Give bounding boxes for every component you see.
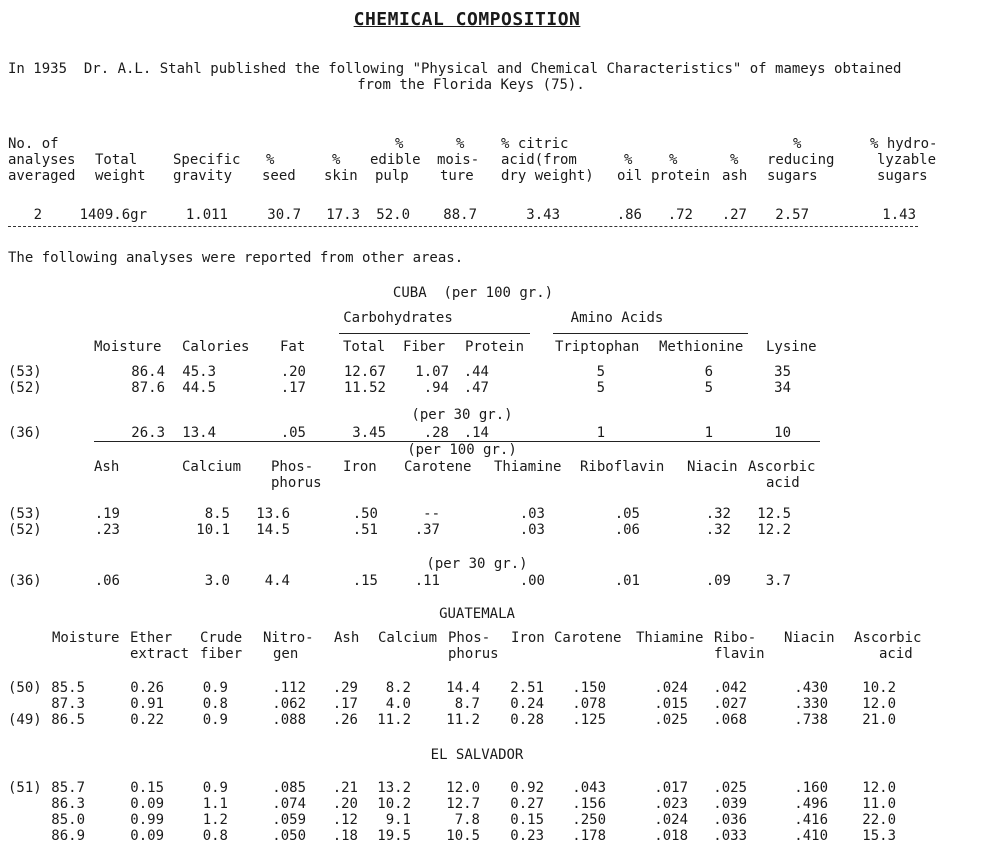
ref-number: (53) — [8, 364, 42, 380]
el-salvador-cell-niacin: .416 — [794, 812, 828, 828]
cuba-cell-iron: .50 — [352, 506, 378, 522]
el-salvador-cell-calcium: 9.1 — [385, 812, 411, 828]
stahl-header-moisture: % — [456, 136, 465, 152]
guatemala-cell-iron: 2.51 — [510, 680, 544, 696]
el-salvador-cell-carotene: .156 — [572, 796, 606, 812]
stahl-header-skin: skin — [324, 168, 358, 184]
stahl-value-weight: 1409.6gr — [79, 207, 147, 223]
guatemala-header-crude: Crude — [200, 630, 243, 646]
guatemala-cell-iron: 0.24 — [510, 696, 544, 712]
el-salvador-cell-ether: 0.99 — [130, 812, 164, 828]
cuba-cell-thiamine: .03 — [519, 522, 545, 538]
stahl-value-ash: .27 — [721, 207, 747, 223]
cuba-cell-calcium: 3.0 — [204, 573, 230, 589]
guatemala-header-calcium: Calcium — [378, 630, 438, 646]
el-salvador-cell-niacin: .160 — [794, 780, 828, 796]
cuba-cell-carotene: .37 — [414, 522, 440, 538]
guatemala-title: GUATEMALA — [439, 606, 515, 622]
stahl-value-seed: 30.7 — [267, 207, 301, 223]
cuba-header-calcium: Calcium — [182, 459, 242, 475]
el-salvador-cell-thiamine: .018 — [654, 828, 688, 844]
guatemala-cell-ribo: .042 — [713, 680, 747, 696]
stahl-header-seed: % — [266, 152, 275, 168]
cuba-header-protein: Protein — [465, 339, 525, 355]
guatemala-cell-carotene: .150 — [572, 680, 606, 696]
stahl-value-gravity: 1.011 — [185, 207, 228, 223]
stahl-header-pulp: pulp — [375, 168, 409, 184]
stahl-header-reducing: reducing — [767, 152, 835, 168]
stahl-header-hydro: lyzable — [877, 152, 937, 168]
cuba-header-triptophan: Triptophan — [555, 339, 640, 355]
guatemala-cell-ribo: .027 — [713, 696, 747, 712]
guatemala-header-ether: Ether — [130, 630, 173, 646]
cuba-cell-phos: 14.5 — [256, 522, 290, 538]
per-30-label: (per 30 gr.) — [411, 407, 513, 423]
stahl-value-reducing: 2.57 — [775, 207, 809, 223]
el-salvador-cell-ascorbic: 12.0 — [862, 780, 896, 796]
carbohydrates-rule — [339, 333, 530, 334]
ref-number: (53) — [8, 506, 42, 522]
stahl-header-analyses: No. of — [8, 136, 59, 152]
stahl-header-reducing: % — [793, 136, 802, 152]
intro-text: from the Florida Keys (75). — [357, 77, 585, 93]
el-salvador-cell-thiamine: .024 — [654, 812, 688, 828]
cuba-cell-fat: .17 — [280, 380, 306, 396]
cuba-header-lysine: Lysine — [766, 339, 817, 355]
guatemala-cell-iron: 0.28 — [510, 712, 544, 728]
cuba-header-niacin: Niacin — [687, 459, 738, 475]
el-salvador-cell-iron: 0.92 — [510, 780, 544, 796]
ref-number: (52) — [8, 380, 42, 396]
stahl-header-pulp: % — [395, 136, 404, 152]
cuba-cell-ascorbic: 12.2 — [757, 522, 791, 538]
cuba-header-ascorbic: acid — [766, 475, 800, 491]
el-salvador-cell-calcium: 13.2 — [377, 780, 411, 796]
guatemala-cell-carotene: .125 — [572, 712, 606, 728]
cuba-cell-lysine: 34 — [774, 380, 791, 396]
el-salvador-cell-crude: 1.2 — [202, 812, 228, 828]
stahl-header-citric: dry weight) — [501, 168, 594, 184]
guatemala-cell-crude: 0.9 — [202, 712, 228, 728]
guatemala-cell-phos: 8.7 — [454, 696, 480, 712]
cuba-cell-niacin: .32 — [705, 506, 731, 522]
guatemala-cell-ash: .26 — [332, 712, 358, 728]
cuba-cell-ash: .23 — [94, 522, 120, 538]
el-salvador-cell-niacin: .496 — [794, 796, 828, 812]
guatemala-cell-ascorbic: 10.2 — [862, 680, 896, 696]
stahl-value-skin: 17.3 — [326, 207, 360, 223]
guatemala-cell-niacin: .430 — [794, 680, 828, 696]
stahl-header-gravity: gravity — [173, 168, 233, 184]
el-salvador-cell-ribo: .025 — [713, 780, 747, 796]
amino-acids-rule — [553, 333, 748, 334]
guatemala-header-ascorbic: acid — [879, 646, 913, 662]
cuba-cell-lysine: 10 — [774, 425, 791, 441]
stahl-value-pulp: 52.0 — [376, 207, 410, 223]
guatemala-header-moisture: Moisture — [52, 630, 120, 646]
guatemala-cell-calcium: 4.0 — [385, 696, 411, 712]
guatemala-cell-moisture: 86.5 — [51, 712, 85, 728]
ref-number: (36) — [8, 573, 42, 589]
cuba-cell-calories: 45.3 — [182, 364, 216, 380]
stahl-dashed-rule — [8, 226, 918, 227]
amino-acids-label: Amino Acids — [570, 310, 664, 326]
el-salvador-cell-thiamine: .023 — [654, 796, 688, 812]
cuba-cell-niacin: .09 — [705, 573, 731, 589]
carbohydrates-label: Carbohydrates — [343, 310, 453, 326]
el-salvador-cell-nitro: .050 — [272, 828, 306, 844]
guatemala-cell-thiamine: .015 — [654, 696, 688, 712]
stahl-header-skin: % — [332, 152, 341, 168]
el-salvador-cell-moisture: 86.3 — [51, 796, 85, 812]
el-salvador-cell-ether: 0.15 — [130, 780, 164, 796]
guatemala-cell-ether: 0.22 — [130, 712, 164, 728]
intro-text: In 1935 Dr. A.L. Stahl published the following "Physical and Chemical Characteristics" of mameys obtained — [8, 61, 902, 77]
cuba-cell-fiber: .94 — [423, 380, 449, 396]
guatemala-header-ascorbic: Ascorbic — [854, 630, 922, 646]
ref-number: (49) — [8, 712, 42, 728]
cuba-cell-fat: .05 — [280, 425, 306, 441]
cuba-header-phos: phorus — [271, 475, 322, 491]
el-salvador-cell-ascorbic: 22.0 — [862, 812, 896, 828]
cuba-cell-iron: .15 — [352, 573, 378, 589]
stahl-value-analyses: 2 — [33, 207, 42, 223]
cuba-cell-ascorbic: 3.7 — [765, 573, 791, 589]
guatemala-cell-phos: 11.2 — [446, 712, 480, 728]
stahl-header-moisture: ture — [440, 168, 474, 184]
guatemala-cell-phos: 14.4 — [446, 680, 480, 696]
el-salvador-cell-phos: 7.8 — [454, 812, 480, 828]
stahl-header-protein: protein — [651, 168, 711, 184]
stahl-value-moisture: 88.7 — [443, 207, 477, 223]
el-salvador-cell-ash: .18 — [332, 828, 358, 844]
el-salvador-cell-nitro: .074 — [272, 796, 306, 812]
stahl-header-protein: % — [669, 152, 678, 168]
ref-number: (50) — [8, 680, 42, 696]
stahl-header-hydro: % hydro- — [870, 136, 938, 152]
cuba-cell-methionine: 1 — [704, 425, 713, 441]
stahl-value-hydro: 1.43 — [882, 207, 916, 223]
per-100-label: (per 100 gr.) — [407, 442, 517, 458]
guatemala-header-nitro: Nitro- — [263, 630, 314, 646]
guatemala-cell-moisture: 85.5 — [51, 680, 85, 696]
cuba-header-phos: Phos- — [271, 459, 314, 475]
el-salvador-cell-ash: .21 — [332, 780, 358, 796]
stahl-value-citric: 3.43 — [526, 207, 560, 223]
guatemala-cell-nitro: .062 — [272, 696, 306, 712]
el-salvador-cell-ribo: .036 — [713, 812, 747, 828]
guatemala-header-crude: fiber — [200, 646, 243, 662]
ref-number: (36) — [8, 425, 42, 441]
other-areas-text: The following analyses were reported from other areas. — [8, 250, 464, 266]
guatemala-header-niacin: Niacin — [784, 630, 835, 646]
stahl-header-citric: acid(from — [501, 152, 577, 168]
el-salvador-cell-ribo: .033 — [713, 828, 747, 844]
guatemala-cell-crude: 0.9 — [202, 680, 228, 696]
cuba-cell-triptophan: 1 — [596, 425, 605, 441]
cuba-header-carotene: Carotene — [404, 459, 472, 475]
stahl-header-pulp: edible — [370, 152, 421, 168]
cuba-cell-moisture: 86.4 — [131, 364, 165, 380]
guatemala-cell-ascorbic: 21.0 — [862, 712, 896, 728]
el-salvador-cell-crude: 0.9 — [202, 780, 228, 796]
guatemala-cell-calcium: 11.2 — [377, 712, 411, 728]
cuba-cell-riboflavin: .05 — [614, 506, 640, 522]
cuba-header-fiber: Fiber — [403, 339, 446, 355]
stahl-header-reducing: sugars — [767, 168, 818, 184]
stahl-header-analyses: analyses — [8, 152, 76, 168]
el-salvador-cell-thiamine: .017 — [654, 780, 688, 796]
stahl-header-moisture: mois- — [437, 152, 480, 168]
el-salvador-cell-niacin: .410 — [794, 828, 828, 844]
cuba-cell-protein: .44 — [463, 364, 489, 380]
cuba-cell-triptophan: 5 — [596, 380, 605, 396]
guatemala-cell-niacin: .330 — [794, 696, 828, 712]
guatemala-cell-niacin: .738 — [794, 712, 828, 728]
cuba-header-methionine: Methionine — [659, 339, 744, 355]
cuba-cell-methionine: 6 — [704, 364, 713, 380]
el-salvador-cell-phos: 10.5 — [446, 828, 480, 844]
cuba-cell-phos: 4.4 — [264, 573, 290, 589]
ref-number: (52) — [8, 522, 42, 538]
cuba-cell-calories: 13.4 — [182, 425, 216, 441]
cuba-cell-riboflavin: .06 — [614, 522, 640, 538]
guatemala-cell-ash: .29 — [332, 680, 358, 696]
cuba-cell-total: 11.52 — [343, 380, 386, 396]
guatemala-cell-nitro: .088 — [272, 712, 306, 728]
cuba-cell-protein: .47 — [463, 380, 489, 396]
cuba-cell-protein: .14 — [463, 425, 489, 441]
guatemala-header-carotene: Carotene — [554, 630, 622, 646]
el-salvador-cell-ascorbic: 15.3 — [862, 828, 896, 844]
cuba-header-riboflavin: Riboflavin — [580, 459, 665, 475]
guatemala-cell-ether: 0.91 — [130, 696, 164, 712]
el-salvador-cell-iron: 0.23 — [510, 828, 544, 844]
stahl-header-ash: % — [730, 152, 739, 168]
cuba-cell-thiamine: .00 — [519, 573, 545, 589]
el-salvador-cell-ascorbic: 11.0 — [862, 796, 896, 812]
stahl-header-weight: Total — [95, 152, 138, 168]
cuba-cell-thiamine: .03 — [519, 506, 545, 522]
guatemala-cell-thiamine: .024 — [654, 680, 688, 696]
guatemala-header-phos: Phos- — [448, 630, 491, 646]
stahl-header-gravity: Specific — [173, 152, 241, 168]
cuba-cell-riboflavin: .01 — [614, 573, 640, 589]
el-salvador-cell-carotene: .178 — [572, 828, 606, 844]
el-salvador-cell-carotene: .043 — [572, 780, 606, 796]
stahl-header-ash: ash — [722, 168, 748, 184]
cuba-header-iron: Iron — [343, 459, 377, 475]
el-salvador-cell-nitro: .059 — [272, 812, 306, 828]
stahl-header-weight: weight — [95, 168, 146, 184]
guatemala-header-ash: Ash — [334, 630, 360, 646]
guatemala-cell-carotene: .078 — [572, 696, 606, 712]
cuba-cell-lysine: 35 — [774, 364, 791, 380]
cuba-header-ash: Ash — [94, 459, 120, 475]
el-salvador-cell-ether: 0.09 — [130, 828, 164, 844]
cuba-cell-fiber: .28 — [423, 425, 449, 441]
cuba-cell-phos: 13.6 — [256, 506, 290, 522]
cuba-cell-total: 3.45 — [352, 425, 386, 441]
cuba-cell-ash: .06 — [94, 573, 120, 589]
el-salvador-cell-moisture: 85.0 — [51, 812, 85, 828]
stahl-header-seed: seed — [262, 168, 296, 184]
cuba-cell-triptophan: 5 — [596, 364, 605, 380]
cuba-cell-iron: .51 — [352, 522, 378, 538]
cuba-header-fat: Fat — [280, 339, 306, 355]
cuba-cell-calories: 44.5 — [182, 380, 216, 396]
stahl-value-protein: .72 — [667, 207, 693, 223]
stahl-header-oil: % — [624, 152, 633, 168]
el-salvador-cell-carotene: .250 — [572, 812, 606, 828]
cuba-header-total: Total — [343, 339, 386, 355]
guatemala-header-thiamine: Thiamine — [636, 630, 704, 646]
cuba-header-moisture: Moisture — [94, 339, 162, 355]
cuba-cell-niacin: .32 — [705, 522, 731, 538]
guatemala-cell-crude: 0.8 — [202, 696, 228, 712]
el-salvador-cell-phos: 12.7 — [446, 796, 480, 812]
cuba-cell-moisture: 26.3 — [131, 425, 165, 441]
stahl-value-oil: .86 — [616, 207, 642, 223]
cuba-cell-calcium: 8.5 — [204, 506, 230, 522]
el-salvador-cell-crude: 0.8 — [202, 828, 228, 844]
guatemala-cell-moisture: 87.3 — [51, 696, 85, 712]
guatemala-header-iron: Iron — [511, 630, 545, 646]
guatemala-cell-thiamine: .025 — [654, 712, 688, 728]
cuba-cell-carotene: .11 — [414, 573, 440, 589]
el-salvador-title: EL SALVADOR — [430, 747, 524, 763]
guatemala-cell-ribo: .068 — [713, 712, 747, 728]
el-salvador-cell-iron: 0.15 — [510, 812, 544, 828]
cuba-title: CUBA (per 100 gr.) — [392, 285, 554, 301]
cuba-cell-ascorbic: 12.5 — [757, 506, 791, 522]
el-salvador-cell-iron: 0.27 — [510, 796, 544, 812]
el-salvador-cell-moisture: 86.9 — [51, 828, 85, 844]
el-salvador-cell-ether: 0.09 — [130, 796, 164, 812]
guatemala-cell-ether: 0.26 — [130, 680, 164, 696]
cuba-cell-fat: .20 — [280, 364, 306, 380]
cuba-header-ascorbic: Ascorbic — [748, 459, 816, 475]
el-salvador-cell-ash: .20 — [332, 796, 358, 812]
el-salvador-cell-ash: .12 — [332, 812, 358, 828]
guatemala-header-phos: phorus — [448, 646, 499, 662]
guatemala-header-ribo: Ribo- — [714, 630, 757, 646]
stahl-header-citric: % citric — [501, 136, 569, 152]
guatemala-header-ether: extract — [130, 646, 190, 662]
stahl-header-analyses: averaged — [8, 168, 76, 184]
el-salvador-cell-phos: 12.0 — [446, 780, 480, 796]
guatemala-cell-nitro: .112 — [272, 680, 306, 696]
stahl-header-oil: oil — [617, 168, 643, 184]
guatemala-cell-ascorbic: 12.0 — [862, 696, 896, 712]
guatemala-header-ribo: flavin — [714, 646, 765, 662]
cuba-header-thiamine: Thiamine — [494, 459, 562, 475]
el-salvador-cell-calcium: 19.5 — [377, 828, 411, 844]
guatemala-header-nitro: gen — [273, 646, 299, 662]
guatemala-cell-ash: .17 — [332, 696, 358, 712]
per-30-label: (per 30 gr.) — [426, 556, 528, 572]
guatemala-cell-calcium: 8.2 — [385, 680, 411, 696]
el-salvador-cell-crude: 1.1 — [202, 796, 228, 812]
cuba-cell-fiber: 1.07 — [415, 364, 449, 380]
cuba-cell-ash: .19 — [94, 506, 120, 522]
stahl-header-hydro: sugars — [877, 168, 928, 184]
cuba-cell-methionine: 5 — [704, 380, 713, 396]
cuba-cell-calcium: 10.1 — [196, 522, 230, 538]
el-salvador-cell-calcium: 10.2 — [377, 796, 411, 812]
cuba-cell-moisture: 87.6 — [131, 380, 165, 396]
el-salvador-cell-ribo: .039 — [713, 796, 747, 812]
cuba-cell-total: 12.67 — [343, 364, 386, 380]
ref-number: (51) — [8, 780, 42, 796]
cuba-cell-carotene: -- — [423, 506, 440, 522]
el-salvador-cell-moisture: 85.7 — [51, 780, 85, 796]
page-title: CHEMICAL COMPOSITION — [353, 9, 581, 30]
el-salvador-cell-nitro: .085 — [272, 780, 306, 796]
cuba-header-calories: Calories — [182, 339, 250, 355]
